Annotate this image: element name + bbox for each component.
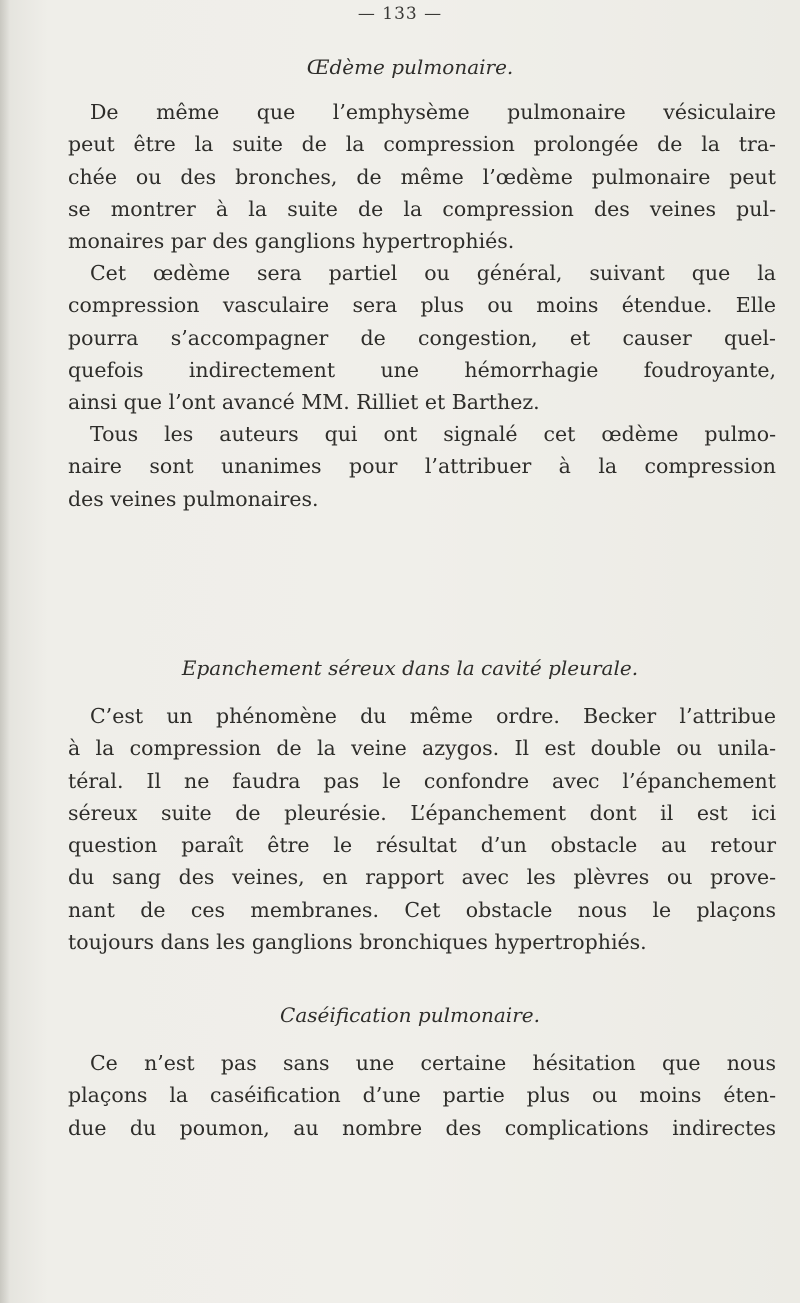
section-heading-oedeme: Œdème pulmonaire. — [306, 55, 514, 79]
text-line: quefois indirectement une hémorrhagie foudroyante, — [68, 357, 776, 382]
text-line: séreux suite de pleurésie. L’épanchement dont il est ici — [68, 800, 776, 825]
text-line: pourra s’accompagner de congestion, et causer quel- — [68, 325, 776, 350]
text-line: Cet œdème sera partiel ou général, suivant que la — [90, 261, 776, 285]
text-line: compression vasculaire sera plus ou moins étendue. Elle — [68, 293, 776, 318]
text-line: à la compression de la veine azygos. Il est double ou unila- — [68, 736, 776, 761]
text-line: peut être la suite de la compression prolongée de la tra- — [68, 132, 776, 157]
text-line: téral. Il ne faudra pas le confondre avec l’épanchement — [68, 768, 776, 793]
text-line: se montrer à la suite de la compression des veines pul- — [68, 196, 776, 221]
text-line: toujours dans les ganglions bronchiques hypertrophiés. — [68, 930, 647, 955]
paragraph — [68, 96, 776, 257]
text-line: due du poumon, au nombre des complications indirectes — [68, 1115, 776, 1140]
page-binding-shadow — [0, 0, 10, 1303]
text-line: C’est un phénomène du même ordre. Becker l’attribue — [90, 704, 776, 728]
paragraph — [68, 700, 776, 958]
section-heading-caseification: Caséification pulmonaire. — [280, 1003, 540, 1027]
paragraph — [68, 418, 776, 515]
text-line: plaçons la caséification d’une partie plus ou moins éten- — [68, 1083, 776, 1108]
text-line: Ce n’est pas sans une certaine hésitation que nous — [90, 1051, 776, 1075]
text-line: monaires par des ganglions hypertrophiés. — [68, 229, 515, 254]
text-line: Tous les auteurs qui ont signalé cet œdème pulmo- — [90, 422, 776, 446]
paragraph — [68, 1047, 776, 1144]
text-line: des veines pulmonaires. — [68, 486, 319, 511]
text-line: question paraît être le résultat d’un obstacle au retour — [68, 833, 776, 858]
text-line: nant de ces membranes. Cet obstacle nous le plaçons — [68, 897, 776, 922]
section-heading-epanchement: Epanchement séreux dans la cavité pleurale. — [181, 656, 639, 680]
text-line: du sang des veines, en rapport avec les plèvres ou prove- — [68, 865, 776, 890]
text-line: chée ou des bronches, de même l’œdème pulmonaire peut — [68, 164, 776, 189]
paragraph — [68, 257, 776, 418]
text-line: naire sont unanimes pour l’attribuer à la compression — [68, 454, 776, 479]
text-line: De même que l’emphysème pulmonaire vésiculaire — [90, 100, 776, 124]
text-line: ainsi que l’ont avancé MM. Rilliet et Barthez. — [68, 390, 540, 415]
page-number: — 133 — — [357, 4, 443, 24]
